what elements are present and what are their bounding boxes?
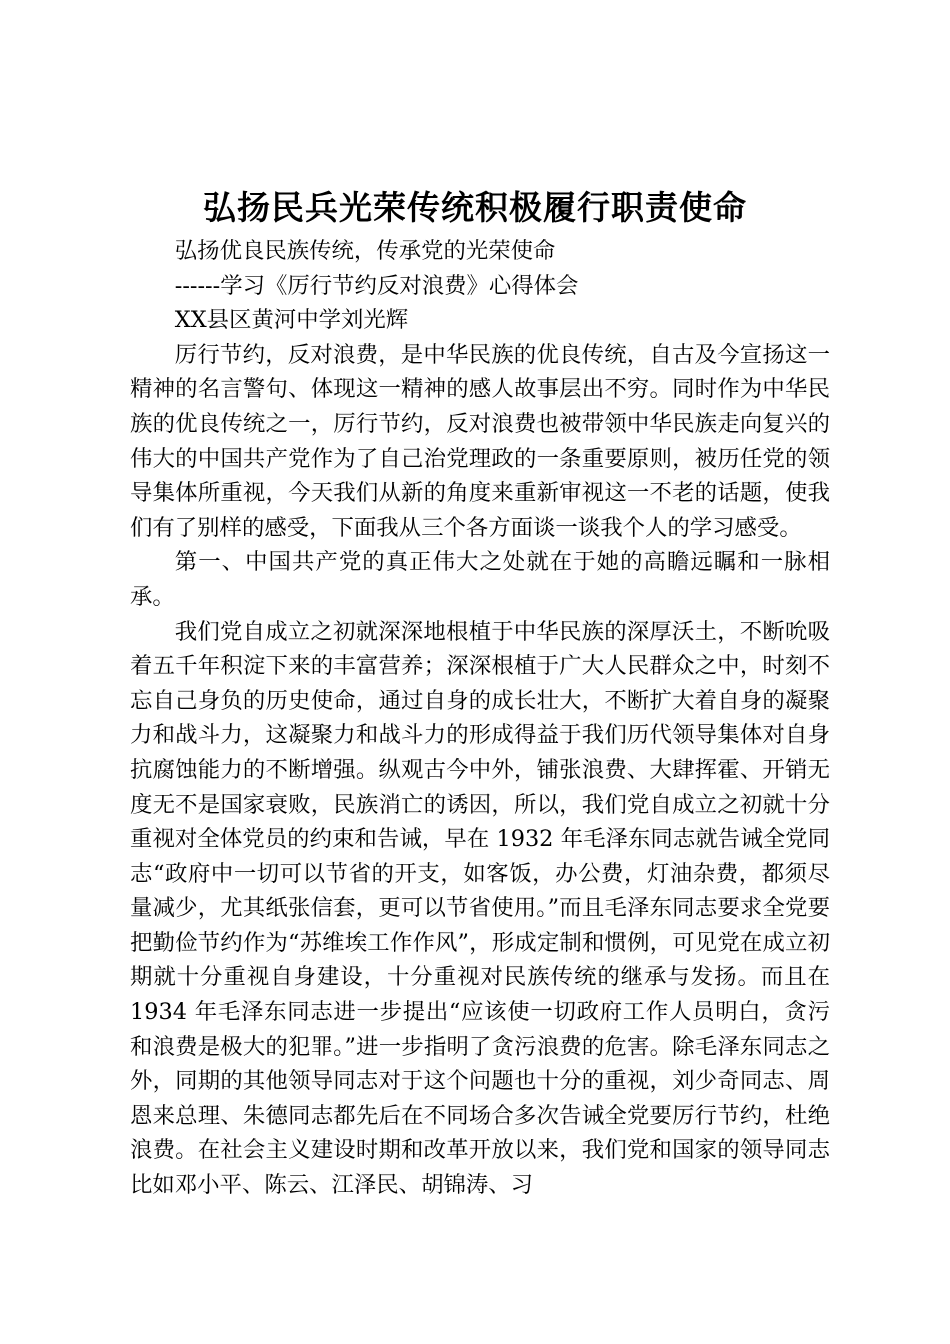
body-paragraph: 厉行节约，反对浪费，是中华民族的优良传统，自古及今宣扬这一精神的名言警句、体现这一精神的感人故事层出不穷。同时作为中华民族的优良传统之一，厉行节约，反对浪费也被带领中华民族走向复兴的伟大的中国共产党作为了自己治党理政的一条重要原则，被历任党的领导集体所重视，今天我们从新的角度来重新审视这一不老的话题，使我们有了别样的感受，下面我从三个各方面谈一谈我个人的学习感受。 — [130, 341, 830, 541]
study-byline: ------学习《厉行节约反对浪费》心得体会 — [174, 272, 579, 299]
body-paragraph: 我们党自成立之初就深深地根植于中华民族的深厚沃土，不断吮吸着五千年积淀下来的丰富营养；深深根植于广大人民群众之中，时刻不忘自己身负的历史使命，通过自身的成长壮大，不断扩大着自身的凝聚力和战斗力，这凝聚力和战斗力的形成得益于我们历代领导集体对自身抗腐蚀能力的不断增强。纵观古今中外，铺张浪费、大肆挥霍、开销无度无不是国家衰败，民族消亡的诱因，所以，我们党自成立之初就十分重视对全体党员的约束和告诫，早在 1932 年毛泽东同志就告诫全党同志“政府中一切可以节省的开支，如客饭，办公费，灯油杂费，都须尽量减少，尤其纸张信套，更可以节省使用。”而且毛泽东同志要求全党要把勤俭节约作为“苏维埃工作作风”，形成定制和惯例，可见党在成立初期就十分重视自身建设，十分重视对民族传统的继承与发扬。而且在 1934 年毛泽东同志进一步提出“应该使一切政府工作人员明白，贪污和浪费是极大的犯罪。”进一步指明了贪污浪费的危害。除毛泽东同志之外，同期的其他领导同志对于这个问题也十分的重视，刘少奇同志、周恩来总理、朱德同志都先后在不同场合多次告诫全党要厉行节约，杜绝浪费。在社会主义建设时期和改革开放以来，我们党和国家的领导同志比如邓小平、陈云、江泽民、胡锦涛、习 — [130, 618, 830, 1199]
author-line: XX县区黄河中学刘光辉 — [174, 307, 409, 334]
document-body — [130, 234, 830, 1203]
body-paragraph: 第一、中国共产党的真正伟大之处就在于她的高瞻远瞩和一脉相承。 — [130, 549, 830, 610]
subtitle-line: 弘扬优良民族传统，传承党的光荣使命 — [174, 238, 556, 264]
document-title: 弘扬民兵光荣传统积极履行职责使命 — [203, 188, 747, 227]
